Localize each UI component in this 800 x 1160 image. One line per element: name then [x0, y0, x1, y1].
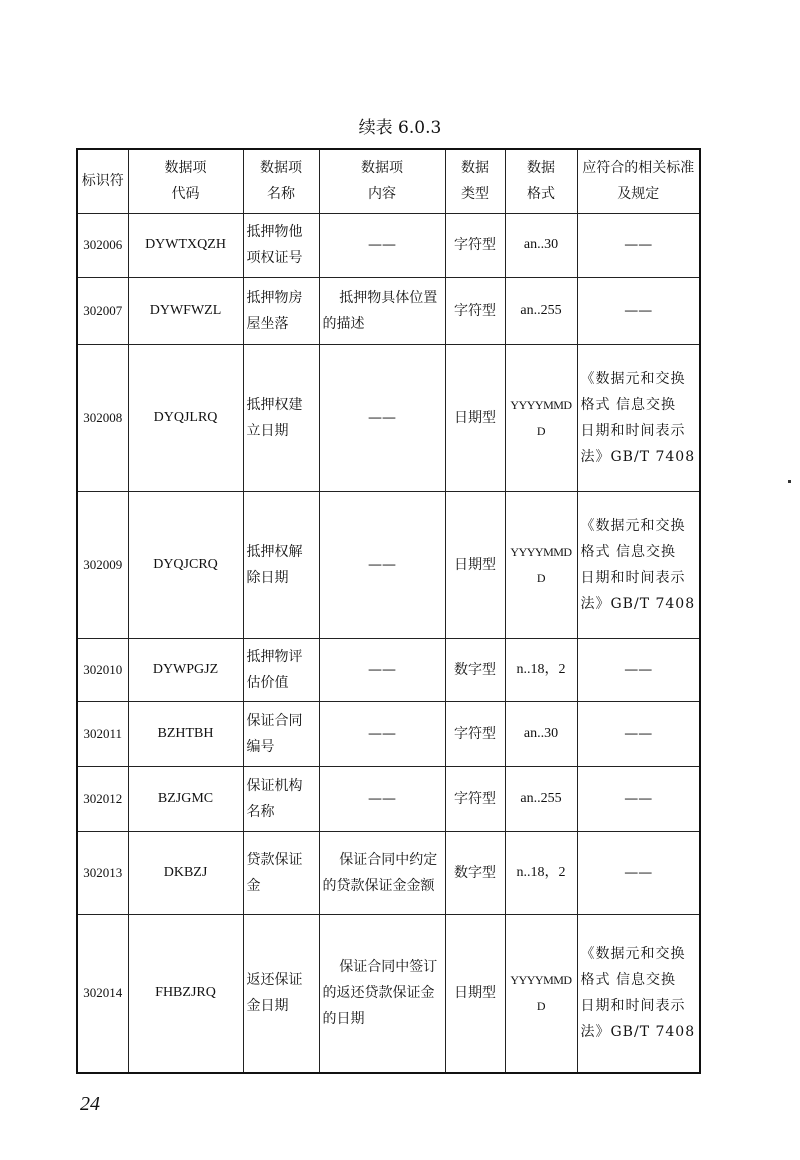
- cell-name: 保证合同编号: [243, 701, 319, 766]
- table-row: [77, 638, 700, 701]
- table-row: [77, 344, 700, 491]
- scan-speck: [788, 480, 791, 483]
- cell-name: 抵押物评估价值: [243, 638, 319, 701]
- cell-name: 保证机构名称: [243, 766, 319, 831]
- page-number: 24: [80, 1093, 100, 1115]
- cell-format: YYYYMMDD: [505, 914, 577, 1073]
- cell-type: 数字型: [445, 831, 505, 914]
- cell-format: n..18，2: [505, 831, 577, 914]
- cell-format: YYYYMMDD: [505, 344, 577, 491]
- cell-standard: ——: [577, 831, 700, 914]
- cell-code: DKBZJ: [128, 831, 243, 914]
- cell-standard: ——: [577, 213, 700, 277]
- header-code: 数据项代码: [128, 149, 243, 213]
- cell-id: 302006: [77, 213, 128, 277]
- cell-format: YYYYMMDD: [505, 491, 577, 638]
- cell-code: DYQJLRQ: [128, 344, 243, 491]
- cell-standard: ——: [577, 766, 700, 831]
- cell-type: 字符型: [445, 213, 505, 277]
- cell-content: ——: [319, 766, 445, 831]
- cell-type: 日期型: [445, 344, 505, 491]
- cell-id: 302009: [77, 491, 128, 638]
- cell-name: 抵押权建立日期: [243, 344, 319, 491]
- cell-content: ——: [319, 638, 445, 701]
- table-row: [77, 914, 700, 1073]
- cell-code: BZHTBH: [128, 701, 243, 766]
- table-row: [77, 766, 700, 831]
- cell-format: an..255: [505, 277, 577, 344]
- header-name: 数据项名称: [243, 149, 319, 213]
- cell-standard: ——: [577, 701, 700, 766]
- cell-standard: 《数据元和交换格式 信息交换 日期和时间表示法》GB/T 7408: [577, 344, 700, 491]
- cell-id: 302011: [77, 701, 128, 766]
- cell-content: ——: [319, 213, 445, 277]
- cell-content: ——: [319, 701, 445, 766]
- cell-id: 302013: [77, 831, 128, 914]
- cell-type: 日期型: [445, 914, 505, 1073]
- cell-code: DYQJCRQ: [128, 491, 243, 638]
- cell-standard: 《数据元和交换格式 信息交换 日期和时间表示法》GB/T 7408: [577, 491, 700, 638]
- table-row: [77, 277, 700, 344]
- cell-type: 字符型: [445, 277, 505, 344]
- cell-standard: ——: [577, 277, 700, 344]
- cell-content: 保证合同中约定的贷款保证金金额: [319, 831, 445, 914]
- cell-name: 抵押物他项权证号: [243, 213, 319, 277]
- cell-format: an..30: [505, 701, 577, 766]
- cell-code: BZJGMC: [128, 766, 243, 831]
- cell-content: ——: [319, 344, 445, 491]
- cell-format: an..30: [505, 213, 577, 277]
- cell-format: n..18，2: [505, 638, 577, 701]
- cell-name: 贷款保证金: [243, 831, 319, 914]
- header-standard: 应符合的相关标准及规定: [577, 149, 700, 213]
- cell-id: 302010: [77, 638, 128, 701]
- table-row: [77, 701, 700, 766]
- cell-id: 302012: [77, 766, 128, 831]
- cell-standard: 《数据元和交换格式 信息交换 日期和时间表示法》GB/T 7408: [577, 914, 700, 1073]
- table-row: [77, 213, 700, 277]
- cell-id: 302008: [77, 344, 128, 491]
- cell-content: 保证合同中签订的返还贷款保证金的日期: [319, 914, 445, 1073]
- cell-code: FHBZJRQ: [128, 914, 243, 1073]
- cell-content: ——: [319, 491, 445, 638]
- table-row: [77, 831, 700, 914]
- table-caption: 续表 6.0.3: [358, 118, 442, 138]
- cell-name: 抵押权解除日期: [243, 491, 319, 638]
- cell-type: 日期型: [445, 491, 505, 638]
- cell-format: an..255: [505, 766, 577, 831]
- header-id: 标识符: [77, 149, 128, 213]
- cell-type: 字符型: [445, 701, 505, 766]
- cell-name: 抵押物房屋坐落: [243, 277, 319, 344]
- data-table: [76, 148, 701, 1074]
- table-row: [77, 491, 700, 638]
- header-content: 数据项内容: [319, 149, 445, 213]
- cell-id: 302007: [77, 277, 128, 344]
- cell-id: 302014: [77, 914, 128, 1073]
- cell-standard: ——: [577, 638, 700, 701]
- cell-content: 抵押物具体位置的描述: [319, 277, 445, 344]
- cell-code: DYWFWZL: [128, 277, 243, 344]
- cell-code: DYWPGJZ: [128, 638, 243, 701]
- cell-code: DYWTXQZH: [128, 213, 243, 277]
- cell-type: 数字型: [445, 638, 505, 701]
- header-format: 数据格式: [505, 149, 577, 213]
- cell-type: 字符型: [445, 766, 505, 831]
- cell-name: 返还保证金日期: [243, 914, 319, 1073]
- header-type: 数据类型: [445, 149, 505, 213]
- header-row: [77, 149, 700, 213]
